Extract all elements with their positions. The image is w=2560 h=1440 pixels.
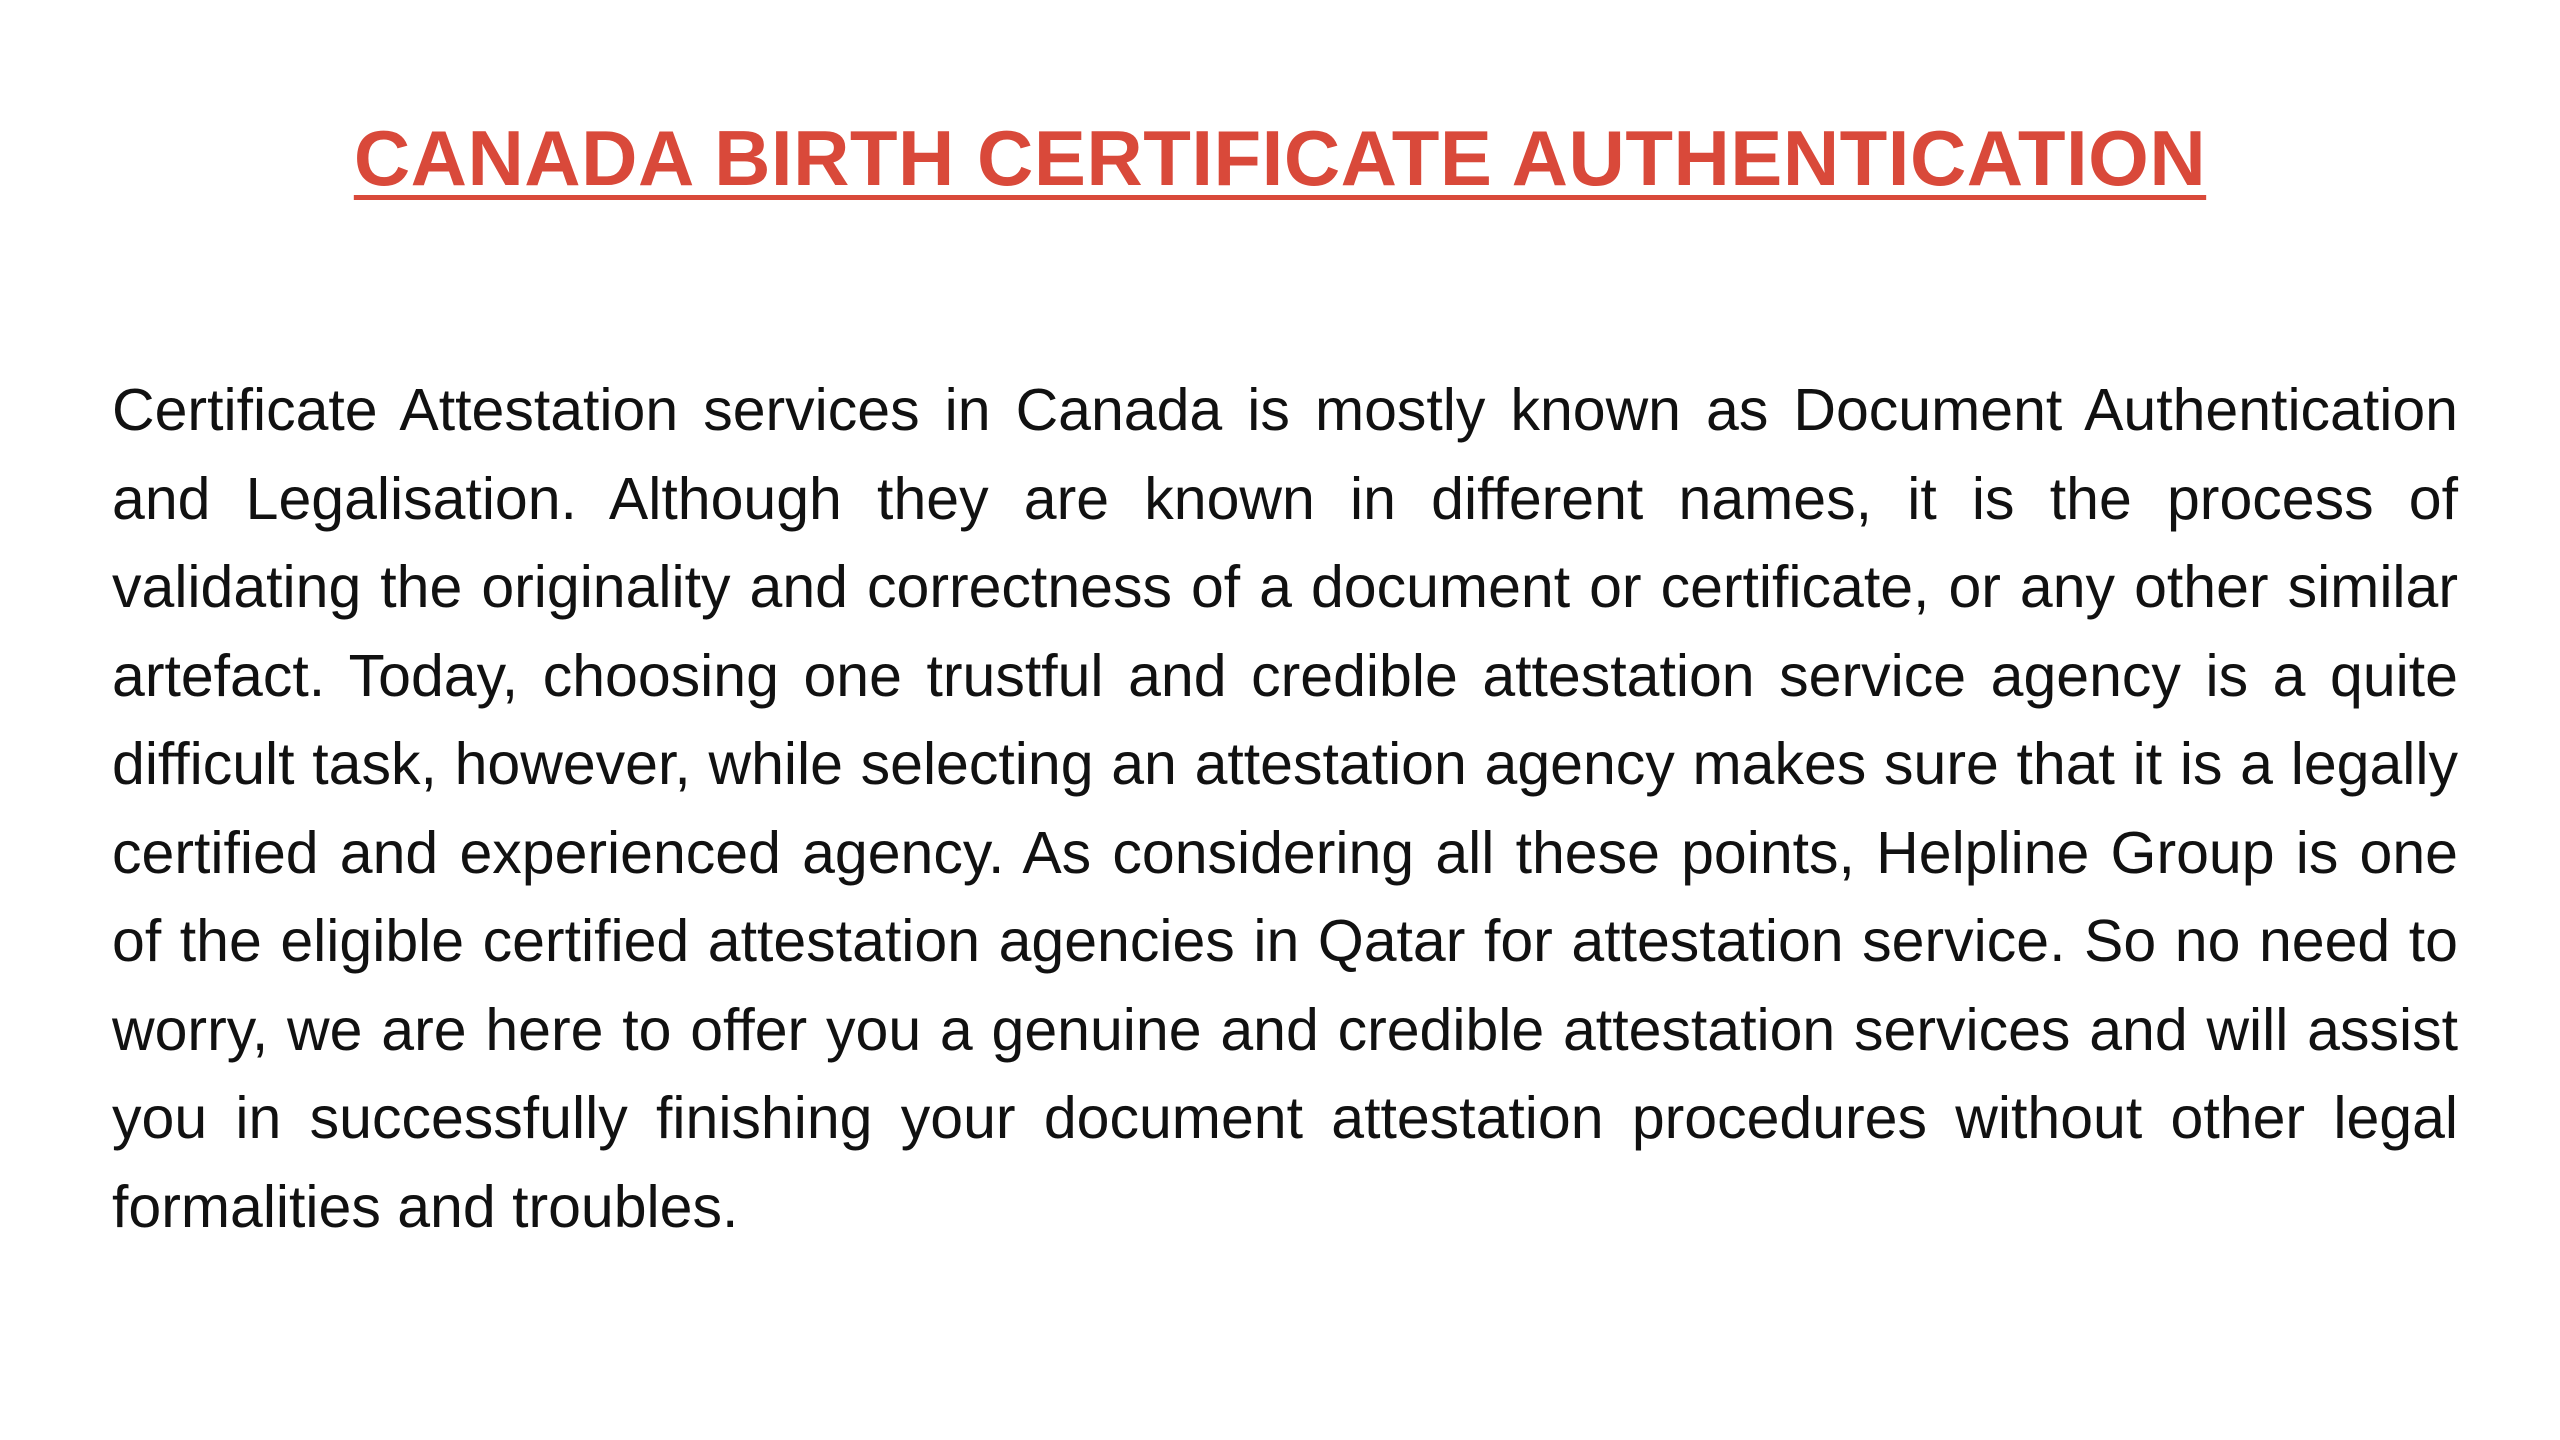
body-paragraph: Certificate Attestation services in Canada is mostly known as Document Authentication and Legalisation. Although they are known in different names, it is the process of validating the originality and correctness of a document or certificate, or any other similar artefact. Today, choosing one trustful and credible attestation service agency is a quite difficult task, however, while selecting an attestation agency makes sure that it is a legally certified and experienced agency. As considering all these points, Helpline Group is one of the eligible certified attestation agencies in Qatar for attestation service. So no need to worry, we are here to offer you a genuine and credible attestation services and will assist you in successfully finishing your document attestation procedures without other legal formalities and troubles.: [112, 377, 2458, 1240]
page-title: CANADA BIRTH CERTIFICATE AUTHENTICATION: [353, 114, 2207, 202]
